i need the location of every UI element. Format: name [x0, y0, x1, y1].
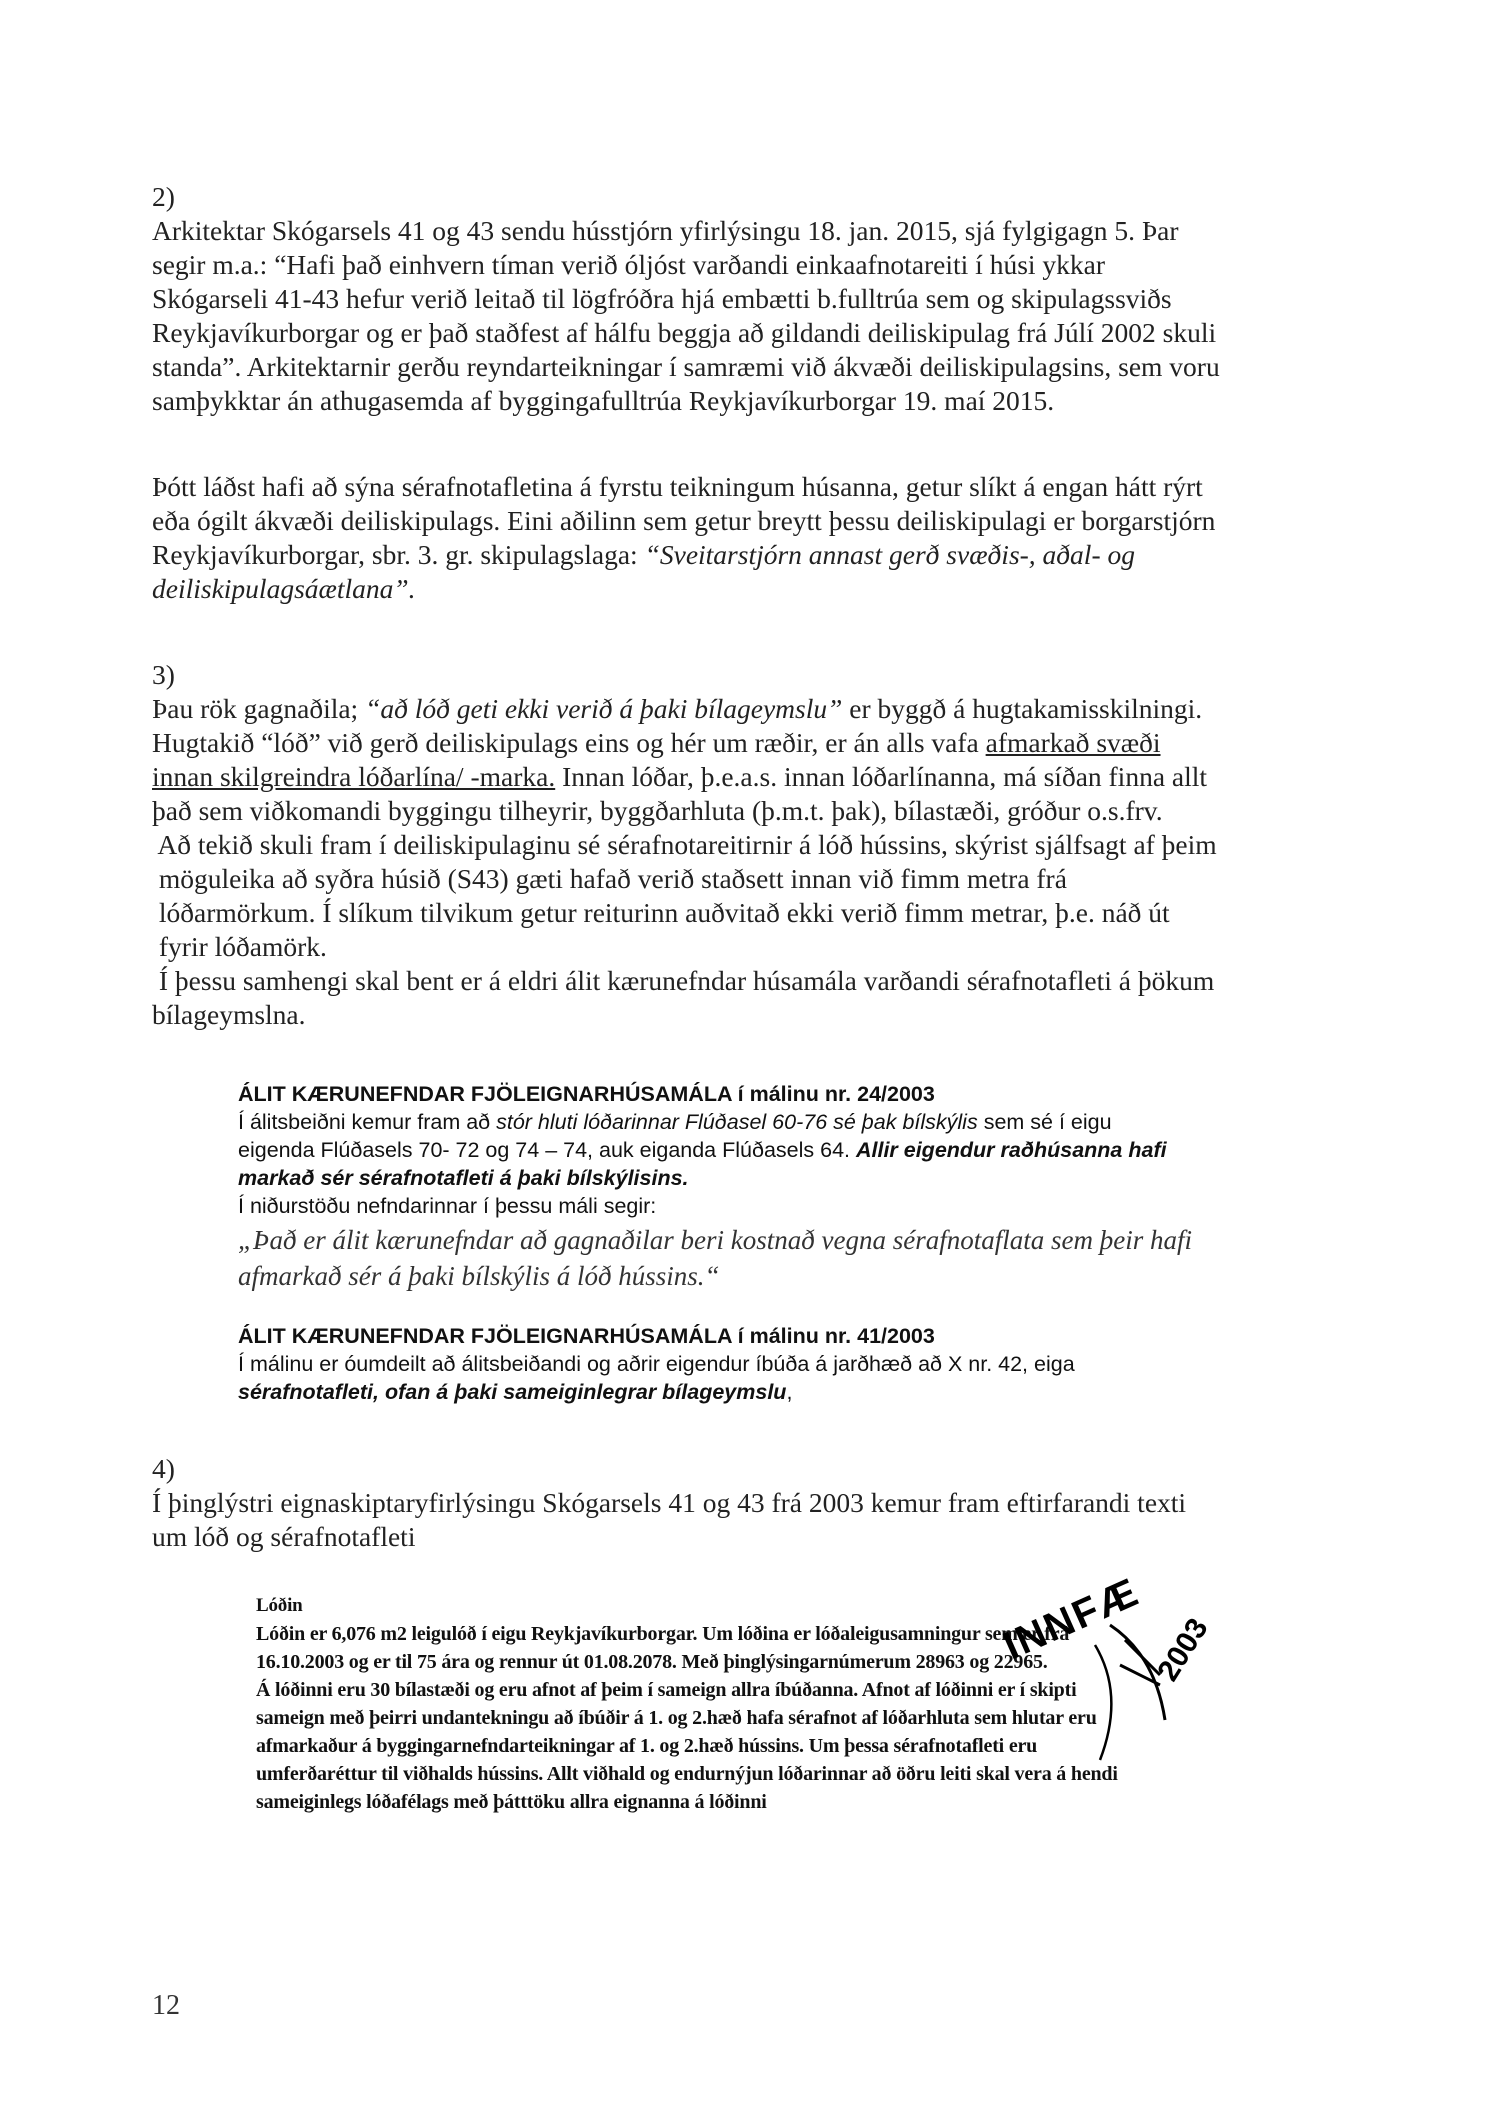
law-quote: “Sveitarstjórn annast gerð svæðis-, aðal- og	[644, 539, 1135, 570]
scan-line: Á lóðinni eru 30 bílastæði og eru afnot af þeim í sameign allra íbúðanna. Afnot af lóðinni er í skipti	[256, 1679, 1077, 1701]
text-run: Þau rök gagnaðila;	[152, 693, 366, 724]
text-run: eigenda Flúðasels 70- 72 og 74 – 74, auk eiganda Flúðasels 64.	[238, 1138, 856, 1162]
section-3	[152, 658, 1342, 1032]
bold-italic-text: sérafnotafleti, ofan á þaki sameiginlegrar bílageymslu	[238, 1380, 787, 1404]
paragraph-line: Reykjavíkurborgar og er það staðfest af hálfu beggja að gildandi deiliskipulag frá Júlí 2002 skuli	[152, 317, 1217, 348]
underlined-text: innan skilgreindra lóðarlína/ -marka.	[152, 761, 556, 792]
conclusion-line: „Það er álit kærunefndar að gagnaðilar beri kostnað vegna sérafnotaflata sem þeir hafi	[238, 1225, 1192, 1255]
text-run: er byggð á hugtakamisskilningi.	[842, 693, 1203, 724]
opinion-quote-24-2003	[238, 1080, 1298, 1220]
paragraph-line: Þótt láðst hafi að sýna sérafnotafletina á fyrstu teikningum húsanna, getur slíkt á engan hátt rýrt	[152, 471, 1203, 502]
opinion-heading: ÁLIT KÆRUNEFNDAR FJÖLEIGNARHÚSAMÁLA í málinu nr. 41/2003	[238, 1324, 935, 1348]
scan-title: Lóðin	[256, 1595, 303, 1616]
quote-line	[238, 1108, 1298, 1136]
paragraph-line: Arkitektar Skógarsels 41 og 43 sendu hússtjórn yfirlýsingu 18. jan. 2015, sjá fylgigagn 5. Þar	[152, 215, 1179, 246]
stamp-text: INNFÆ	[997, 1569, 1146, 1669]
paragraph-line	[152, 760, 1342, 794]
text-run: Reykjavíkurborgar, sbr. 3. gr. skipulagslaga:	[152, 539, 645, 570]
text-run: ,	[786, 1380, 793, 1404]
paragraph-line: samþykktar án athugasemda af byggingafulltrúa Reykjavíkurborgar 19. maí 2015.	[152, 385, 1055, 416]
section-4	[152, 1452, 1342, 1554]
opinion-quote-41-2003	[238, 1322, 1298, 1406]
paragraph-line: Skógarseli 41-43 hefur verið leitað til lögfróðra hjá embætti b.fulltrúa sem og skipulagssviðs	[152, 283, 1172, 314]
paragraph-line: Í þessu samhengi skal bent er á eldri álit kærunefndar húsamála varðandi sérafnotafleti á þökum	[152, 965, 1215, 996]
scan-line: 16.10.2003 og er til 75 ára og rennur út 01.08.2078. Með þinglýsingarnúmerum 28963 og 22965.	[256, 1651, 1048, 1673]
paragraph-line: Í þinglýstri eignaskiptaryfirlýsingu Skógarsels 41 og 43 frá 2003 kemur fram eftirfarandi texti	[152, 1487, 1187, 1518]
stamp-marks	[1000, 1585, 1230, 1775]
paragraph-line	[152, 538, 1342, 572]
section-number: 3)	[152, 659, 175, 690]
paragraph-line: segir m.a.: “Hafi það einhvern tíman verið óljóst varðandi einkaafnotareiti í húsi ykkar	[152, 249, 1106, 280]
paragraph-line	[152, 726, 1342, 760]
paragraph-line: fyrir lóðamörk.	[152, 931, 327, 962]
paragraph-line: það sem viðkomandi byggingu tilheyrir, byggðarhluta (þ.m.t. þak), bílastæði, gróður o.s.frv.	[152, 795, 1163, 826]
text-run: Hugtakið “lóð” við gerð deiliskipulags eins og hér um ræðir, er án alls vafa	[152, 727, 986, 758]
bold-italic-text: markað sér sérafnotafleti á þaki bílskýlisins.	[238, 1166, 689, 1190]
paragraph-line: standa”. Arkitektarnir gerðu reyndarteikningar í samræmi við ákvæði deiliskipulagsins, sem voru	[152, 351, 1220, 382]
section-2-paragraph-2	[152, 470, 1342, 606]
quote-line: Í málinu er óumdeilt að álitsbeiðandi og aðrir eigendur íbúða á jarðhæð að X nr. 42, eiga	[238, 1352, 1075, 1376]
underlined-text: afmarkað svæði	[985, 727, 1161, 758]
paragraph-line: bílageymslna.	[152, 999, 306, 1030]
stamp-year: 2003	[1151, 1612, 1215, 1687]
paragraph-line: eða ógilt ákvæði deiliskipulags. Eini aðilinn sem getur breytt þessu deiliskipulagi er borgarstjórn	[152, 505, 1216, 536]
paragraph-line: möguleika að syðra húsið (S43) gæti hafað verið staðsett innan við fimm metra frá	[152, 863, 1067, 894]
italic-text: stór hluti lóðarinnar Flúðasel 60-76 sé þak bílskýlis	[496, 1110, 978, 1134]
paragraph-line: lóðarmörkum. Í slíkum tilvikum getur reiturinn auðvitað ekki verið fimm metrar, þ.e. náð út	[152, 897, 1170, 928]
quote-line: Í niðurstöðu nefndarinnar í þessu máli segir:	[238, 1194, 657, 1218]
quoted-argument: “að lóð geti ekki verið á þaki bílageymslu”	[365, 693, 843, 724]
opinion-heading: ÁLIT KÆRUNEFNDAR FJÖLEIGNARHÚSAMÁLA í málinu nr. 24/2003	[238, 1082, 935, 1106]
text-run: sem sé í eigu	[977, 1110, 1112, 1134]
paragraph-line	[152, 692, 1342, 726]
text-run: Í álitsbeiðni kemur fram að	[238, 1110, 497, 1134]
paragraph-line: um lóð og sérafnotafleti	[152, 1521, 416, 1552]
scan-line: umferðaréttur til viðhalds hússins. Allt viðhald og endurnýjun lóðarinnar að öðru leiti skal vera á hendi	[256, 1763, 1118, 1785]
quote-line	[238, 1136, 1298, 1164]
scan-line: sameign með þeirri undantekningu að íbúðir á 1. og 2.hæð hafa sérafnot af lóðarhluta sem hlutar eru	[256, 1707, 1097, 1729]
section-number: 2)	[152, 181, 175, 212]
scan-line: Lóðin er 6,076 m2 leigulóð í eigu Reykjavíkurborgar. Um lóðina er lóðaleigusamningur sem er frá	[256, 1623, 1070, 1645]
conclusion-line: afmarkað sér á þaki bílskýlis á lóð hússins.“	[238, 1261, 720, 1291]
paragraph-line: Að tekið skuli fram í deiliskipulaginu sé sérafnotareitirnir á lóð hússins, skýrist sjálfsagt af þeim	[152, 829, 1217, 860]
bold-italic-text: Allir eigendur raðhúsanna hafi	[855, 1138, 1167, 1162]
text-run: Innan lóðar, þ.e.a.s. innan lóðarlínanna, má síðan finna allt	[555, 761, 1208, 792]
scan-line: afmarkaður á byggingarnefndarteikningar af 1. og 2.hæð hússins. Um þessa sérafnotafleti eru	[256, 1735, 1038, 1757]
quote-line	[238, 1378, 1298, 1406]
scan-line: sameiginlegs lóðafélags með þátttöku allra eignanna á lóðinni	[256, 1791, 767, 1813]
page-number: 12	[152, 1990, 180, 2021]
section-2	[152, 180, 1342, 418]
law-quote-continued: deiliskipulagsáætlana”.	[152, 573, 416, 604]
section-number: 4)	[152, 1453, 175, 1484]
registration-stamp	[997, 1569, 1230, 1775]
committee-conclusion	[238, 1222, 1298, 1294]
